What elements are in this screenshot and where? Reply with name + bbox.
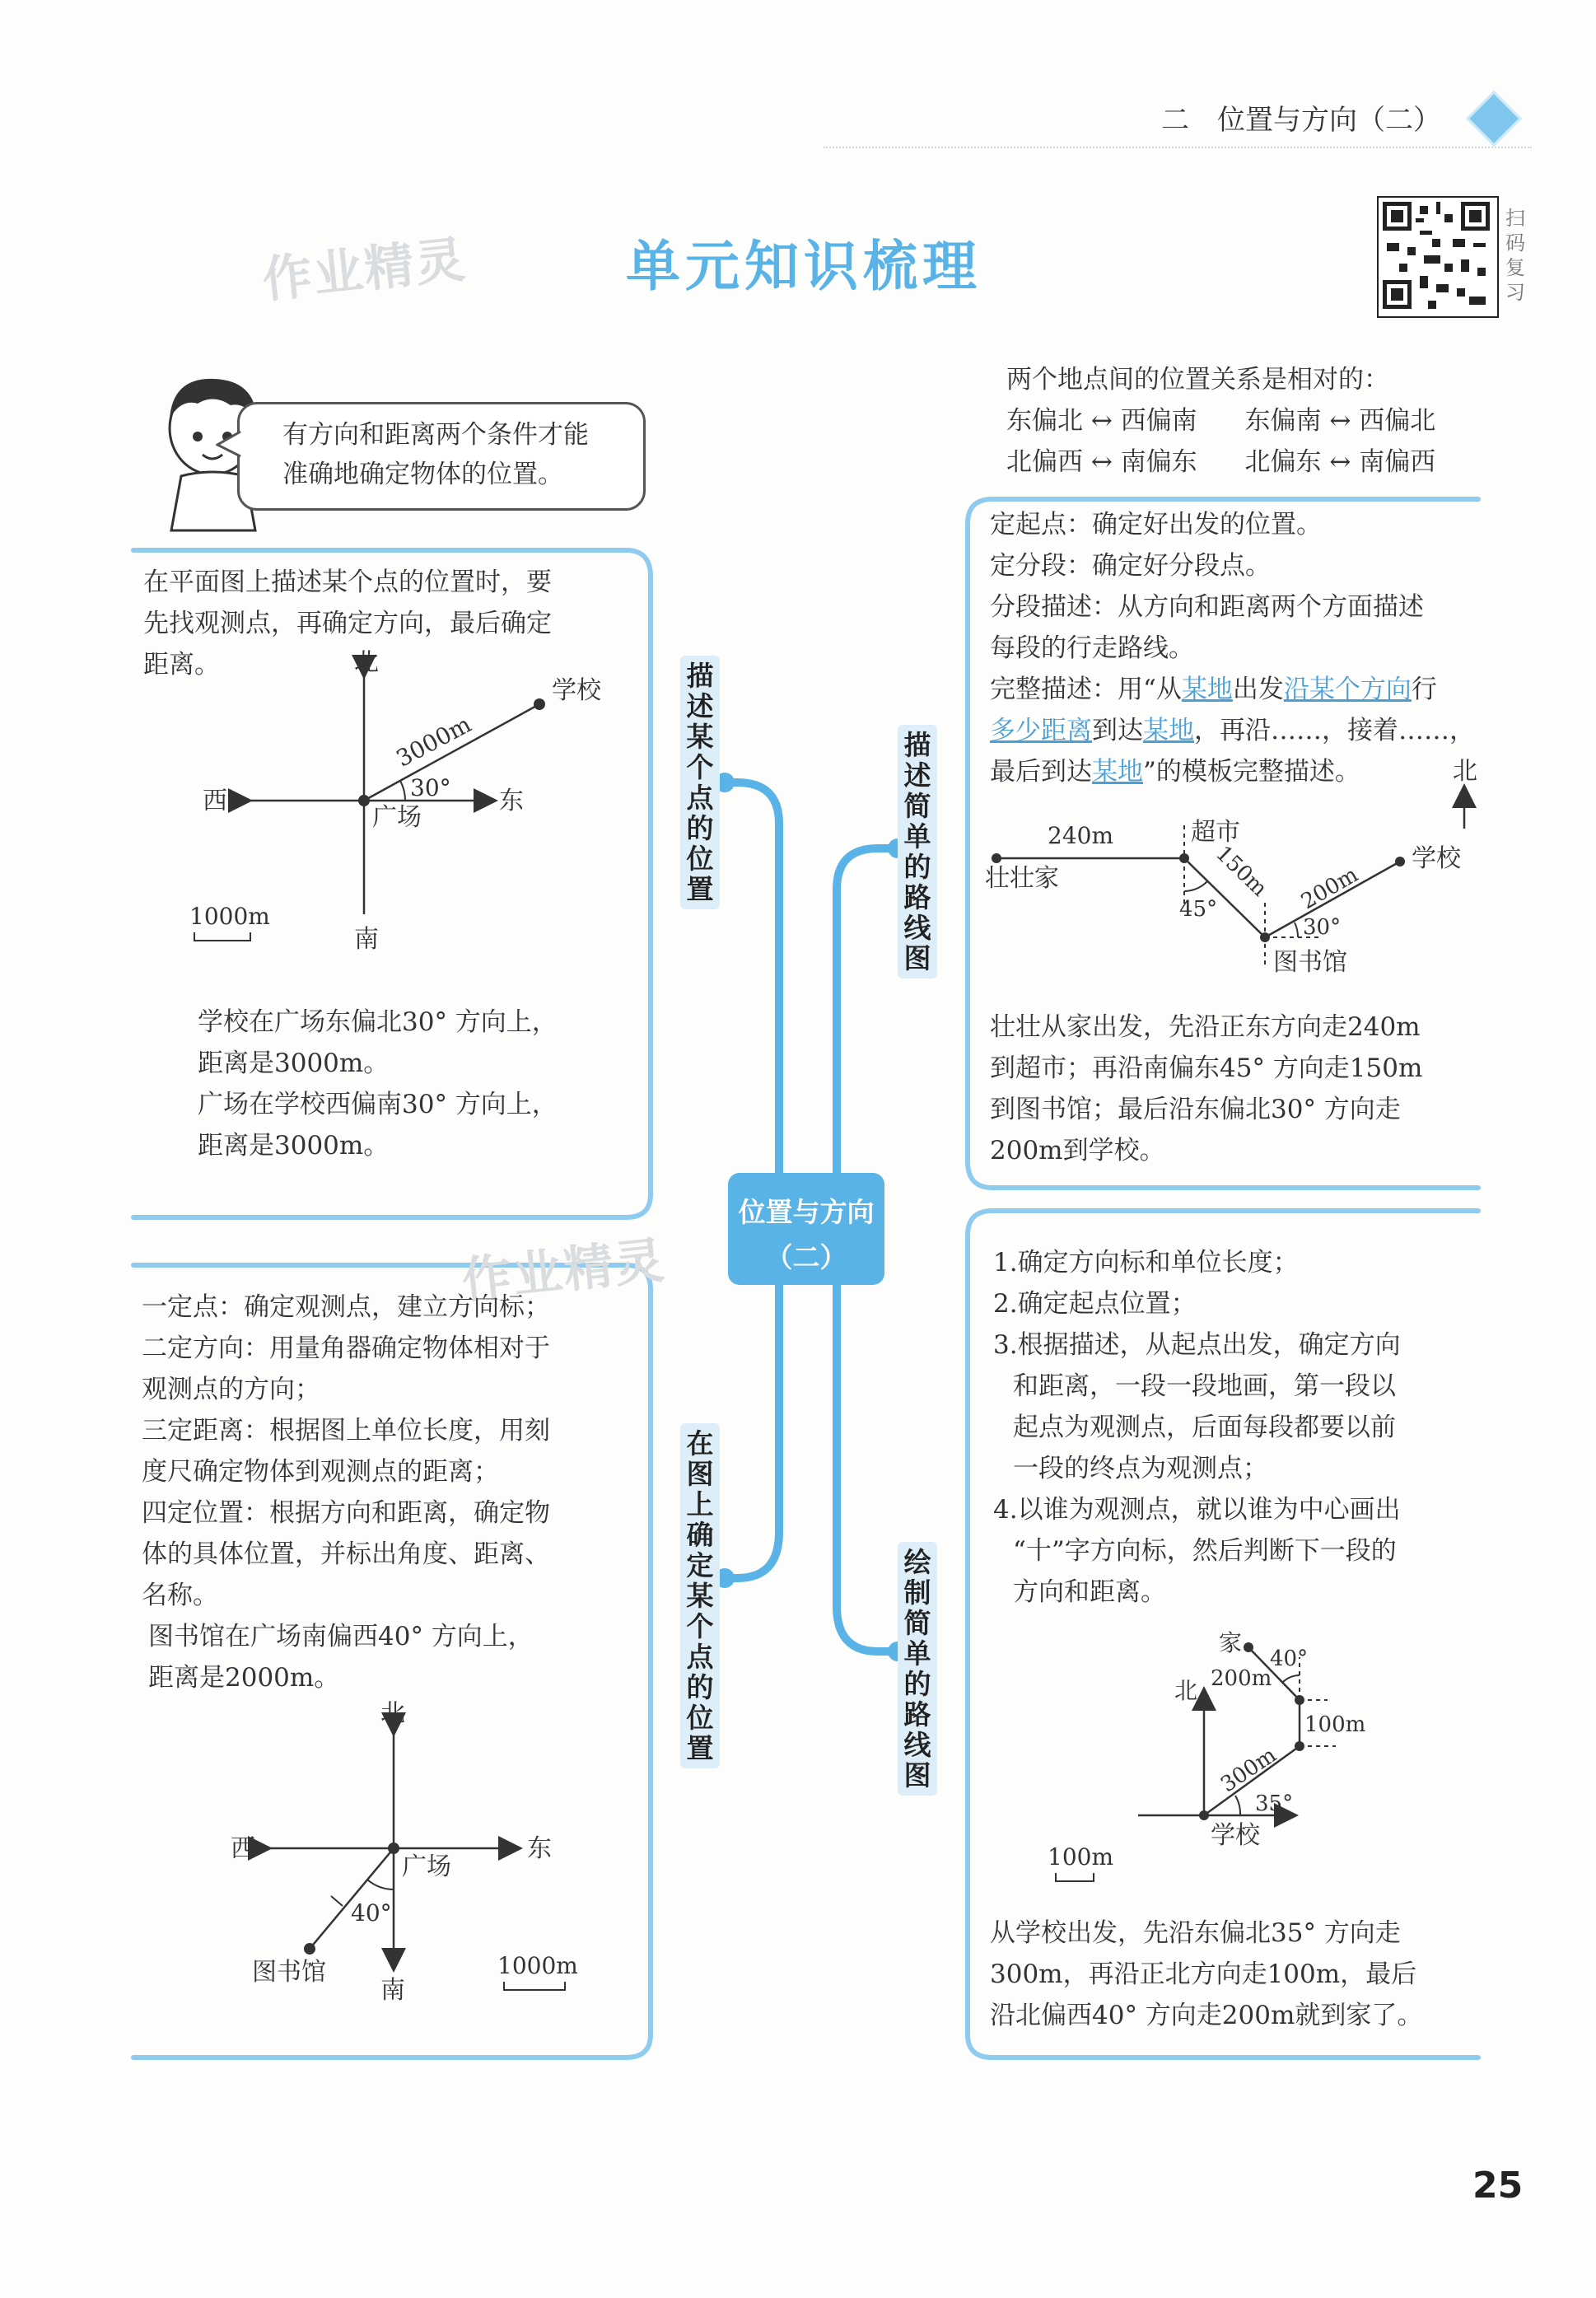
- describe-route-result: 壮壮从家出发，先沿正东方向走240m 到超市；再沿南偏东45° 方向走150m 到图书馆；最后沿东偏北30° 方向走 200m到学校。: [990, 1012, 1423, 1165]
- dw-north-label: 北: [1174, 1677, 1198, 1704]
- dp-origin-label: 广场: [372, 803, 422, 832]
- dw-d1-label: 300m: [1216, 1742, 1281, 1798]
- route-template-line-2: 多少距离到达某地，再沿……，接着……，: [990, 716, 1475, 745]
- branch-label-locate-point[interactable]: 在图上确定某个点的位置: [680, 1423, 720, 1768]
- branch-top-left: [725, 782, 779, 1173]
- note-title: 两个地点间的位置关系是相对的：: [1006, 365, 1389, 395]
- route-template-line-3: 最后到达某地”的模板完整描述。: [990, 757, 1360, 787]
- dw-start-label: 学校: [1211, 1821, 1260, 1850]
- watermark: 作业精灵: [259, 231, 469, 310]
- dw-d3-label: 200m: [1211, 1666, 1272, 1691]
- dr-a2-label: 30°: [1303, 915, 1342, 940]
- note-row-1: 东偏北 ↔ 西偏南 东偏南 ↔ 西偏北: [1006, 406, 1436, 436]
- draw-route-result: 从学校出发，先沿东偏北35° 方向走 300m，再沿正北方向走100m，最后 沿北偏西40° 方向走200m就到家了。: [990, 1918, 1423, 2030]
- dp-south-label: 南: [354, 925, 379, 954]
- dr-a1-label: 45°: [1179, 897, 1218, 922]
- dp-north-label: 北: [354, 648, 379, 677]
- speech-line-1: 有方向和距离两个条件才能: [282, 420, 589, 450]
- dp-east-label: 东: [499, 787, 524, 815]
- dw-a1-label: 35°: [1255, 1791, 1294, 1816]
- relative-position-note: [1006, 359, 1435, 483]
- describe-point-diagram: [189, 642, 634, 972]
- dw-a2-label: 40°: [1270, 1646, 1309, 1671]
- dp-scale-label: 1000m: [189, 903, 270, 930]
- lp-angle-label: 40°: [351, 1899, 392, 1927]
- lp-south-label: 南: [380, 1976, 405, 2005]
- locate-point-steps: 一定点：确定观测点，建立方向标； 二定方向：用量角器确定物体相对于 观测点的方向； 三定距离：根据图上单位长度，用刻 度尺确定物体到观测点的距离； 四定位置：根据方向和距离，确定物 体的具体位置，并标出角度、距离、 名称。 图书馆在广场南偏西40° 方向上， 距离是2000m。: [142, 1292, 550, 1693]
- lp-north-label: 北: [380, 1699, 405, 1728]
- lp-east-label: 东: [527, 1834, 552, 1863]
- dp-angle-label: 30°: [410, 774, 451, 801]
- chapter-header: 二 位置与方向（二）: [1161, 104, 1441, 137]
- speech-line-2: 准确地确定物体的位置。: [282, 460, 563, 489]
- lp-target-label: 图书馆: [252, 1958, 326, 1987]
- dr-end-label: 学校: [1412, 844, 1461, 873]
- lp-origin-label: 广场: [402, 1852, 451, 1881]
- center-node-line1: 位置与方向: [738, 1196, 875, 1228]
- dw-d2-label: 100m: [1304, 1712, 1366, 1737]
- qr-label: 扫 码 复 习: [1505, 207, 1525, 304]
- branch-bottom-right: [837, 1285, 898, 1651]
- branch-label-describe-point[interactable]: 描述某个点的位置: [680, 656, 720, 909]
- dp-west-label: 西: [203, 787, 227, 815]
- dr-d3-label: 200m: [1296, 862, 1363, 915]
- speech-bubble: [237, 402, 646, 511]
- note-row-2: 北偏西 ↔ 南偏东 北偏东 ↔ 南偏西: [1006, 447, 1436, 477]
- route-template-line-1: 完整描述：用“从某地出发沿某个方向行: [990, 675, 1437, 704]
- dp-target-label: 学校: [552, 676, 601, 705]
- dr-north-label: 北: [1453, 757, 1477, 786]
- page-title: 单元知识梳理: [626, 235, 982, 298]
- center-node-line2: （二）: [765, 1241, 847, 1273]
- branch-bottom-left: [725, 1285, 779, 1578]
- dr-p1-label: 超市: [1191, 818, 1240, 847]
- dr-p2-label: 图书馆: [1273, 948, 1347, 977]
- lp-scale-label: 1000m: [497, 1952, 578, 1979]
- draw-route-diagram: [1039, 1624, 1435, 1896]
- center-node[interactable]: [728, 1173, 884, 1285]
- page-number: 25: [1472, 2165, 1524, 2207]
- dw-scale-label: 100m: [1048, 1843, 1113, 1871]
- locate-point-diagram: [222, 1697, 618, 2010]
- dr-start-label: 壮壮家: [985, 864, 1059, 893]
- describe-point-result: 学校在广场东偏北30° 方向上， 距离是3000m。 广场在学校西偏南30° 方向上， 距离是3000m。: [198, 1007, 558, 1161]
- speech-tail-icon: [216, 428, 242, 461]
- dr-d2-label: 150m: [1211, 841, 1272, 902]
- watermark-center: 作业精灵: [459, 1231, 669, 1310]
- dp-distance-label: 3000m: [391, 710, 476, 773]
- dw-end-label: 家: [1219, 1629, 1243, 1656]
- draw-route-steps: 1.确定方向标和单位长度； 2.确定起点位置； 3.根据描述，从起点出发，确定方向 和距离，一段一段地画，第一段以 起点为观测点，后面每段都要以前 一段的终点为观测点； 4.以谁为观测点，就以谁为中心画出 “十”字方向标，然后判断下一段的 方向和距离。: [993, 1248, 1401, 1607]
- describe-point-intro: 在平面图上描述某个点的位置时，要 先找观测点，再确定方向，最后确定 距离。: [143, 567, 552, 680]
- branch-label-draw-route[interactable]: 绘制简单的路线图: [898, 1542, 937, 1796]
- branch-label-describe-route[interactable]: 描述简单的路线图: [898, 725, 937, 979]
- lp-west-label: 西: [231, 1834, 255, 1863]
- describe-route-steps: 定起点：确定好出发的位置。 定分段：确定好分段点。 分段描述：从方向和距离两个方面描述 每段的行走路线。 完整描述：用“从某地出发沿某个方向行 多少距离到达某地，再沿……，接着……， 最后到达某地”的模板完整描述。: [990, 504, 1475, 792]
- dr-d1-label: 240m: [1048, 822, 1113, 849]
- branch-top-right: [837, 848, 898, 1173]
- describe-route-diagram: [985, 754, 1479, 993]
